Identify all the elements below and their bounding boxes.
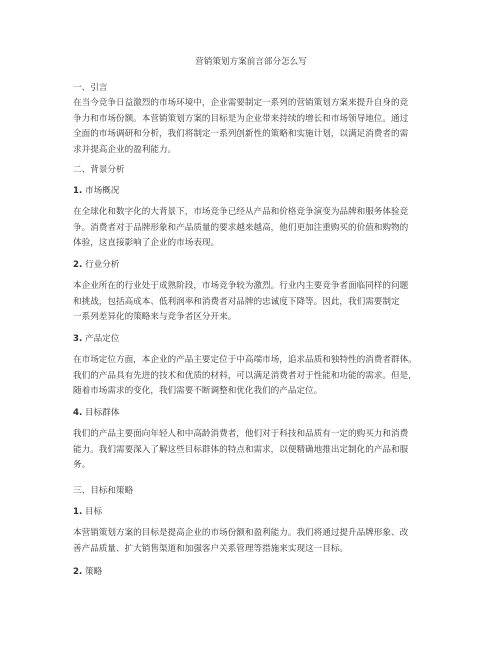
subheading-number: 4. bbox=[73, 408, 83, 418]
subheading-number: 1. bbox=[73, 186, 83, 196]
industry-analysis-paragraph bbox=[73, 279, 433, 326]
paragraph-line: 能力。我们需要深入了解这些目标群体的特点和需求，以便精确地推出定制化的产品和服 bbox=[73, 444, 409, 455]
paragraph-line: 在市场定位方面，本企业的产品主要定位于中高端市场，追求品质和独特性的消费者群体。 bbox=[73, 355, 417, 365]
target-audience-paragraph bbox=[73, 427, 433, 474]
paragraph-line: 善产品质量、扩大销售渠道和加强客户关系管理等措施来实现这一目标。 bbox=[73, 543, 349, 554]
paragraph-line: 一系列差异化的策略来与竞争者区分开来。 bbox=[73, 312, 237, 323]
subheading-strategy bbox=[73, 566, 102, 578]
section-heading-background: 二、背景分析 bbox=[73, 165, 125, 175]
goal-paragraph bbox=[73, 526, 433, 557]
subheading-goal bbox=[73, 506, 102, 518]
subheading-product-positioning bbox=[73, 333, 119, 345]
subheading-label: 目标群体 bbox=[84, 408, 120, 418]
section-heading-intro: 一、引言 bbox=[73, 83, 108, 93]
subheading-number: 3. bbox=[73, 334, 83, 344]
market-overview-paragraph bbox=[73, 205, 433, 252]
paragraph-line: 全面的市场调研和分析，我们将制定一系列创新性的策略和实施计划，以满足消费者的需 bbox=[73, 129, 409, 140]
subheading-target-audience bbox=[73, 407, 119, 419]
subheading-label: 行业分析 bbox=[84, 260, 120, 270]
paragraph-line: 务。 bbox=[73, 460, 91, 471]
paragraph-line: 我们的产品主要面向年轻人和中高龄消费者，他们对于科技和品质有一定的购买力和消费 bbox=[73, 429, 409, 439]
subheading-industry-analysis bbox=[73, 259, 119, 271]
paragraph-line: 本企业所在的行业处于成熟阶段，市场竞争较为激烈。行业内主要竞争者面临同样的问题 bbox=[73, 281, 409, 291]
paragraph-line: 争。消费者对于品牌形象和产品质量的要求越来越高，他们更加注重购买的价值和购物的 bbox=[73, 222, 409, 233]
paragraph-line: 随着市场需求的变化，我们需要不断调整和优化我们的产品定位。 bbox=[73, 386, 323, 397]
paragraph-line: 在全球化和数字化的大背景下，市场竞争已经从产品和价格竞争演变为品牌和服务体验竞 bbox=[73, 207, 409, 217]
paragraph-line: 体验，这直接影响了企业的市场表现。 bbox=[73, 238, 220, 249]
paragraph-line: 求并提高企业的盈利能力。 bbox=[73, 144, 177, 155]
subheading-label: 市场概况 bbox=[84, 186, 120, 196]
intro-paragraph bbox=[73, 96, 433, 158]
subheading-market-overview bbox=[73, 185, 119, 197]
paragraph-line: 本营销策划方案的目标是提高企业的市场份额和盈利能力。我们将通过提升品牌形象、改 bbox=[73, 528, 409, 538]
paragraph-line: 在当今竞争日益激烈的市场环境中，企业需要制定一系列的营销策划方案来提升自身的竞 bbox=[73, 98, 409, 108]
paragraph-line: 和挑战，包括高成本、低利润率和消费者对品牌的忠诚度下降等。因此，我们需要制定 bbox=[73, 296, 400, 307]
subheading-number: 2. bbox=[73, 567, 83, 577]
section-heading-goals: 三、目标和策略 bbox=[73, 486, 134, 496]
subheading-label: 目标 bbox=[84, 507, 103, 517]
subheading-number: 1. bbox=[73, 507, 83, 517]
subheading-number: 2. bbox=[73, 260, 83, 270]
paragraph-line: 争力和市场份额。本营销策划方案的目标是为企业带来持续的增长和市场领导地位。通过 bbox=[73, 113, 409, 124]
subheading-label: 产品定位 bbox=[84, 334, 120, 344]
paragraph-line: 我们的产品具有先进的技术和优质的材料，可以满足消费者对于性能和功能的需求。但是， bbox=[73, 370, 417, 381]
document-title: 营销策划方案前言部分怎么写 bbox=[195, 57, 307, 67]
product-positioning-paragraph bbox=[73, 353, 433, 400]
subheading-label: 策略 bbox=[84, 567, 103, 577]
